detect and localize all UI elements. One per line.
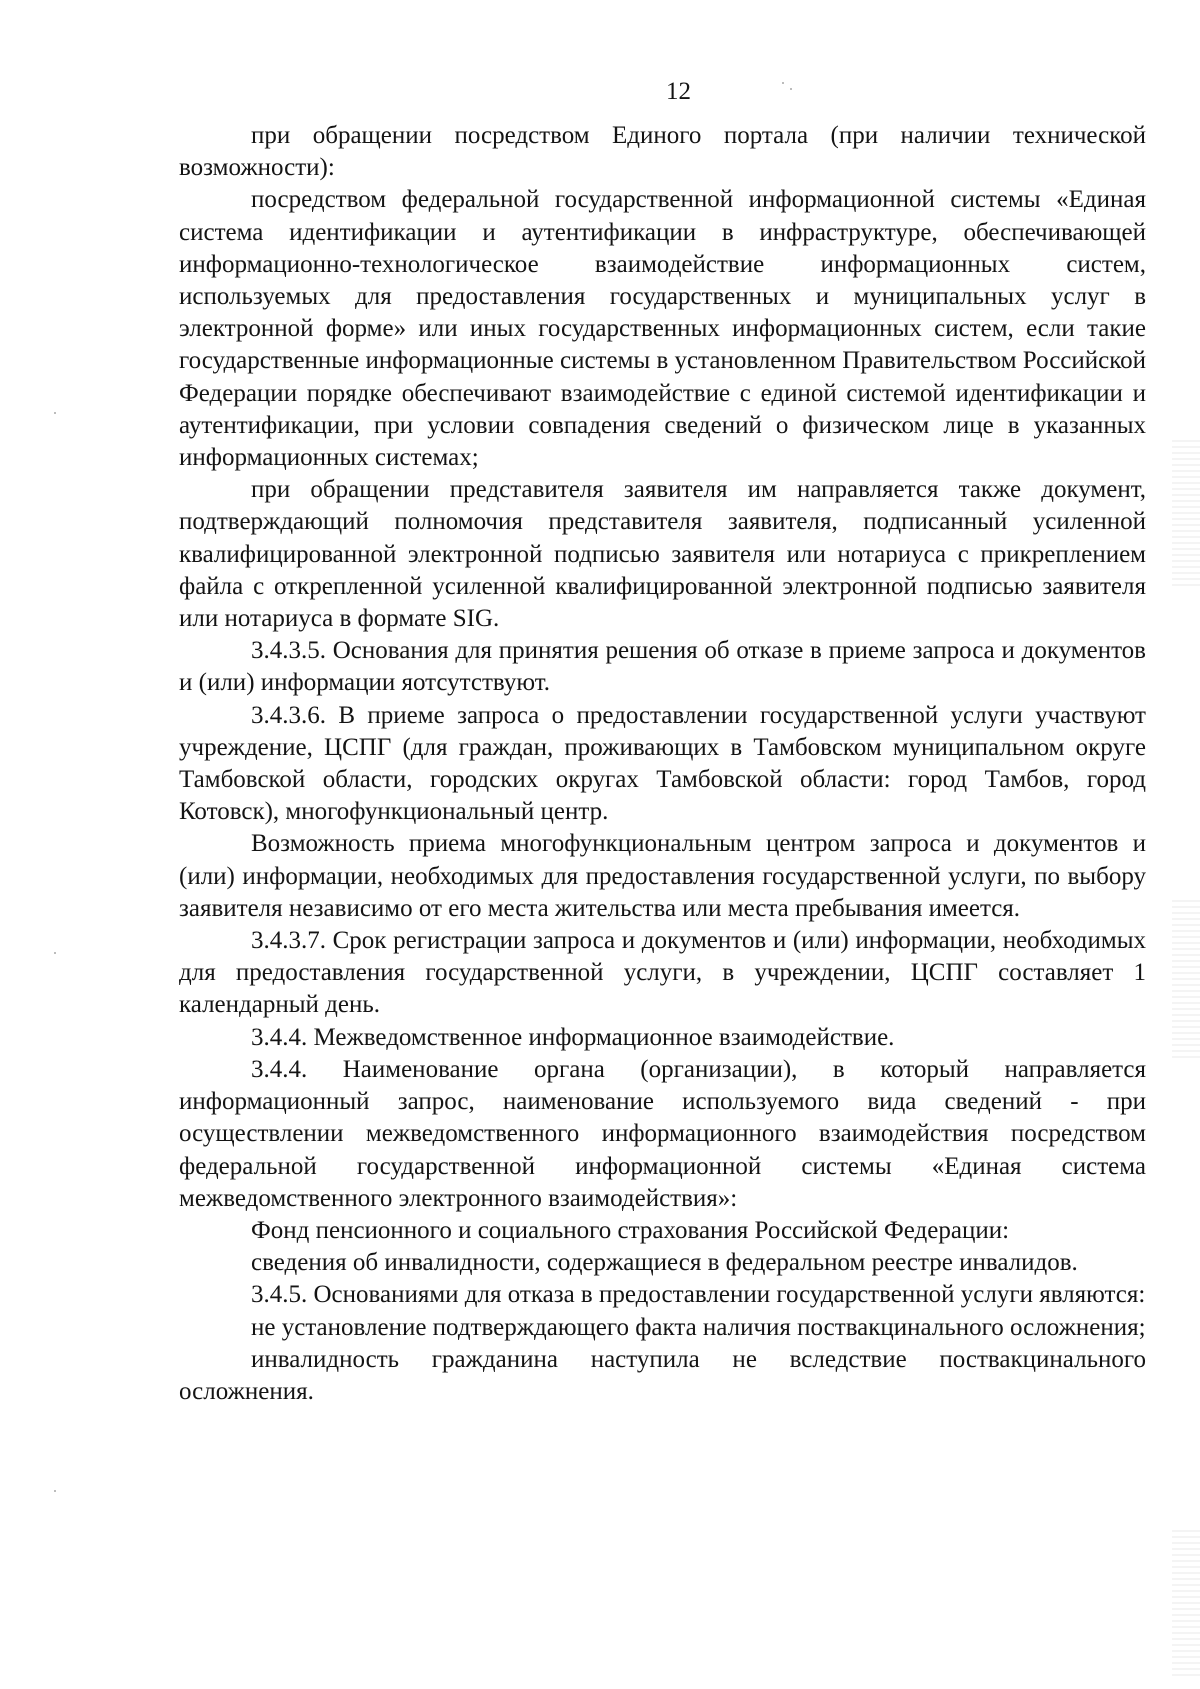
- paragraph: Фонд пенсионного и социального страхования Российской Федерации:: [251, 1216, 1010, 1244]
- scan-speck: [54, 1490, 56, 1492]
- scan-speck: [54, 412, 56, 414]
- paragraph: 3.4.5. Основаниями для отказа в предоставлении государственной услуги являются:: [251, 1281, 1146, 1309]
- paragraph: 3.4.4. Межведомственное информационное взаимодействие.: [251, 1023, 895, 1051]
- page-number: 12: [666, 78, 691, 105]
- paragraph: посредством федеральной государственной информационной системы «Единая система идентификации и аутентификации в инфраструктуре, обеспечивающей информационно-технологическое взаимодействие информационных систем, используемых для предоставления государственных и муниципальных услуг в электронной форме» или иных государственных информационных систем, если такие государственные информационные системы в установленном Правительством Российской Федерации порядке обеспечивают взаимодействие с единой системой идентификации и аутентификации, при условии совпадения сведений о физическом лице в указанных информационных системах;: [179, 186, 1146, 472]
- paragraph: инвалидность гражданина наступила не вследствие поствакцинального осложнения.: [179, 1345, 1146, 1405]
- scan-edge-noise: [1172, 1530, 1200, 1680]
- paragraph: 3.4.3.7. Срок регистрации запроса и документов и (или) информации, необходимых для предоставления государственной услуги, в учреждении, ЦСПГ составляет 1 календарный день.: [179, 927, 1146, 1019]
- paragraph: 3.4.3.5. Основания для принятия решения об отказе в приеме запроса и документов и (или) информации яотсутствуют.: [179, 637, 1146, 697]
- paragraph: Возможность приема многофункциональным центром запроса и документов и (или) информации, необходимых для предоставления государственной услуги, по выбору заявителя независимо от его места жительства или места пребывания имеется.: [179, 830, 1146, 922]
- scan-speck: [54, 952, 56, 954]
- scan-speck: [790, 88, 792, 90]
- paragraph: при обращении посредством Единого портала (при наличии технической возможности):: [179, 122, 1146, 182]
- paragraph: 3.4.4. Наименование органа (организации), в который направляется информационный запрос, наименование используемого вида сведений - при осуществлении межведомственного информационного взаимодействия посредством федеральной государственной информационной системы «Единая система межведомственного электронного взаимодействия»:: [179, 1055, 1146, 1212]
- paragraph: 3.4.3.6. В приеме запроса о предоставлении государственной услуги участвуют учреждение, ЦСПГ (для граждан, проживающих в Тамбовском муниципальном округе Тамбовской области, городских округах Тамбовской области: город Тамбов, город Котовск), многофункциональный центр.: [179, 701, 1146, 826]
- scan-edge-noise: [1172, 440, 1200, 590]
- document-body: [179, 120, 1146, 1408]
- scan-edge-noise: [1172, 900, 1200, 1060]
- scan-speck: [782, 82, 784, 84]
- paragraph: при обращении представителя заявителя им направляется также документ, подтверждающий полномочия представителя заявителя, подписанный усиленной квалифицированной электронной подписью заявителя или нотариуса с прикреплением файла с открепленной усиленной квалифицированной электронной подписью заявителя или нотариуса в формате SIG.: [179, 476, 1146, 633]
- paragraph: сведения об инвалидности, содержащиеся в федеральном реестре инвалидов.: [251, 1249, 1078, 1277]
- paragraph: не установление подтверждающего факта наличия поствакцинального осложнения;: [251, 1313, 1146, 1341]
